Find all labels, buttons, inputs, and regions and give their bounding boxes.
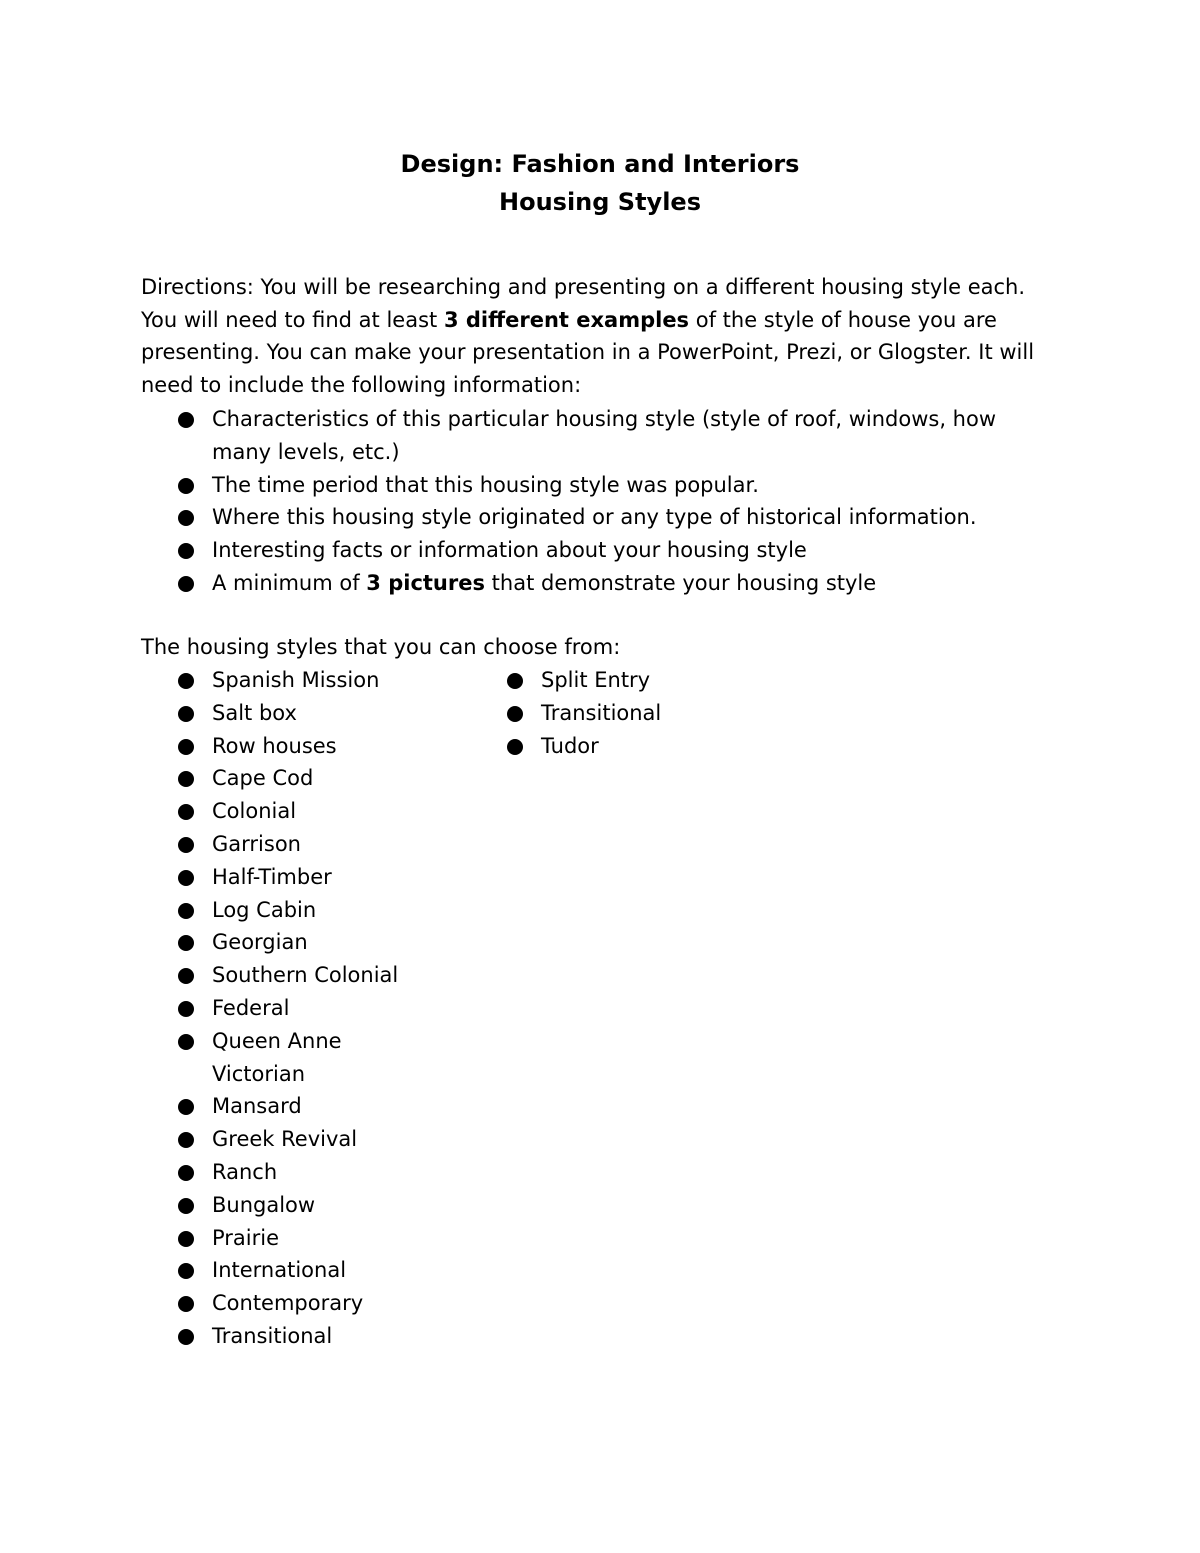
housing-style-label: Ranch <box>212 1159 278 1184</box>
bullet-icon <box>178 1296 194 1312</box>
housing-style-item <box>178 1090 438 1123</box>
bullet-icon <box>178 968 194 984</box>
housing-style-item <box>178 762 438 795</box>
housing-style-label: Cape Cod <box>212 766 314 791</box>
housing-style-label: Spanish Mission <box>212 668 380 692</box>
bullet-icon <box>178 576 194 592</box>
requirement-item <box>178 567 1058 600</box>
bullet-icon <box>178 510 194 526</box>
housing-style-item <box>178 861 438 894</box>
bullet-icon <box>178 1231 194 1247</box>
housing-style-item <box>507 730 767 763</box>
bullet-icon <box>178 903 194 919</box>
housing-style-label: Georgian <box>212 930 308 955</box>
requirement-text: The time period that this housing style was popular. <box>212 472 759 497</box>
bullet-icon <box>178 412 194 428</box>
housing-style-item <box>178 697 438 730</box>
housing-style-item <box>178 795 438 828</box>
bullet-icon <box>178 771 194 787</box>
housing-style-label: Salt box <box>212 700 297 725</box>
requirements-list <box>178 403 1058 600</box>
housing-style-label: Transitional <box>541 700 662 725</box>
housing-style-label: Garrison <box>212 831 301 856</box>
bullet-icon <box>178 1034 194 1050</box>
housing-style-item <box>178 828 438 861</box>
requirement-item <box>178 403 1058 469</box>
housing-style-label: Bungalow <box>212 1192 316 1217</box>
housing-style-label: Southern Colonial <box>212 963 399 988</box>
bullet-icon <box>178 1198 194 1214</box>
requirement-text: Characteristics of this particular housing style (style of roof, windows, how many levels, etc.) <box>212 407 997 464</box>
bullet-icon <box>178 1165 194 1181</box>
requirement-text: Interesting facts or information about your housing style <box>212 538 807 563</box>
housing-style-item <box>178 926 438 959</box>
housing-style-item <box>178 959 438 992</box>
bullet-icon <box>178 1263 194 1279</box>
document-title: Design: Fashion and Interiors <box>400 150 800 178</box>
document-subtitle: Housing Styles <box>499 188 701 216</box>
directions-bold-examples: 3 different examples <box>443 307 690 332</box>
housing-style-label: Mansard <box>212 1094 302 1119</box>
bullet-icon <box>178 837 194 853</box>
housing-style-item <box>178 664 438 697</box>
bullet-icon <box>507 706 523 722</box>
housing-style-label: Tudor <box>541 733 599 758</box>
housing-style-label: International <box>212 1258 347 1283</box>
housing-style-item <box>178 992 438 1025</box>
bullet-icon <box>178 1132 194 1148</box>
bullet-icon <box>178 706 194 722</box>
housing-styles-right-column <box>507 664 767 762</box>
housing-style-item <box>178 1025 438 1091</box>
directions-text-end: of the style of house you are presenting. You can make your presentation in a PowerPoint, Prezi, or Glogster. It will need to include the following information: <box>141 307 1035 397</box>
bullet-icon <box>178 804 194 820</box>
housing-style-label: Greek Revival <box>212 1127 358 1152</box>
directions-text-start: Directions: You will be researching and presenting on a different housing style each. You will need to find at least <box>141 275 1026 332</box>
requirement-bold-pictures: 3 pictures <box>366 570 485 595</box>
directions-paragraph <box>141 271 1061 401</box>
housing-style-label: Colonial <box>212 799 297 824</box>
requirement-item <box>178 469 1058 502</box>
housing-style-item <box>507 664 767 697</box>
housing-style-item <box>178 1189 438 1222</box>
housing-style-label: Queen Anne Victorian <box>212 1028 342 1086</box>
housing-style-item <box>178 1320 438 1353</box>
housing-style-label: Contemporary <box>212 1291 364 1316</box>
requirement-text: Where this housing style originated or any type of historical information. <box>212 505 977 530</box>
housing-style-label: Row houses <box>212 733 337 758</box>
bullet-icon <box>507 739 523 755</box>
housing-style-label: Log Cabin <box>212 897 317 922</box>
housing-style-item <box>178 1287 438 1320</box>
housing-style-item <box>178 1222 438 1255</box>
choices-label: The housing styles that you can choose from: <box>141 635 621 659</box>
housing-style-item <box>178 1123 438 1156</box>
bullet-icon <box>178 1099 194 1115</box>
requirement-item <box>178 534 1058 567</box>
bullet-icon <box>178 543 194 559</box>
requirement-text-end: that demonstrate your housing style <box>485 570 877 595</box>
bullet-icon <box>178 1329 194 1345</box>
bullet-icon <box>507 673 523 689</box>
housing-style-item <box>178 1156 438 1189</box>
housing-styles-left-column <box>178 664 438 1353</box>
housing-style-item <box>507 697 767 730</box>
housing-style-label: Split Entry <box>541 668 651 692</box>
requirement-text-start: A minimum of <box>212 570 367 595</box>
bullet-icon <box>178 673 194 689</box>
housing-style-label: Transitional <box>212 1323 333 1348</box>
housing-style-label: Half-Timber <box>212 864 332 889</box>
bullet-icon <box>178 935 194 951</box>
bullet-icon <box>178 870 194 886</box>
requirement-item <box>178 501 1058 534</box>
bullet-icon <box>178 1001 194 1017</box>
housing-style-item <box>178 1254 438 1287</box>
housing-style-item <box>178 730 438 763</box>
bullet-icon <box>178 739 194 755</box>
housing-style-label: Federal <box>212 995 290 1020</box>
bullet-icon <box>178 478 194 494</box>
housing-style-label: Prairie <box>212 1225 280 1250</box>
housing-style-item <box>178 894 438 927</box>
